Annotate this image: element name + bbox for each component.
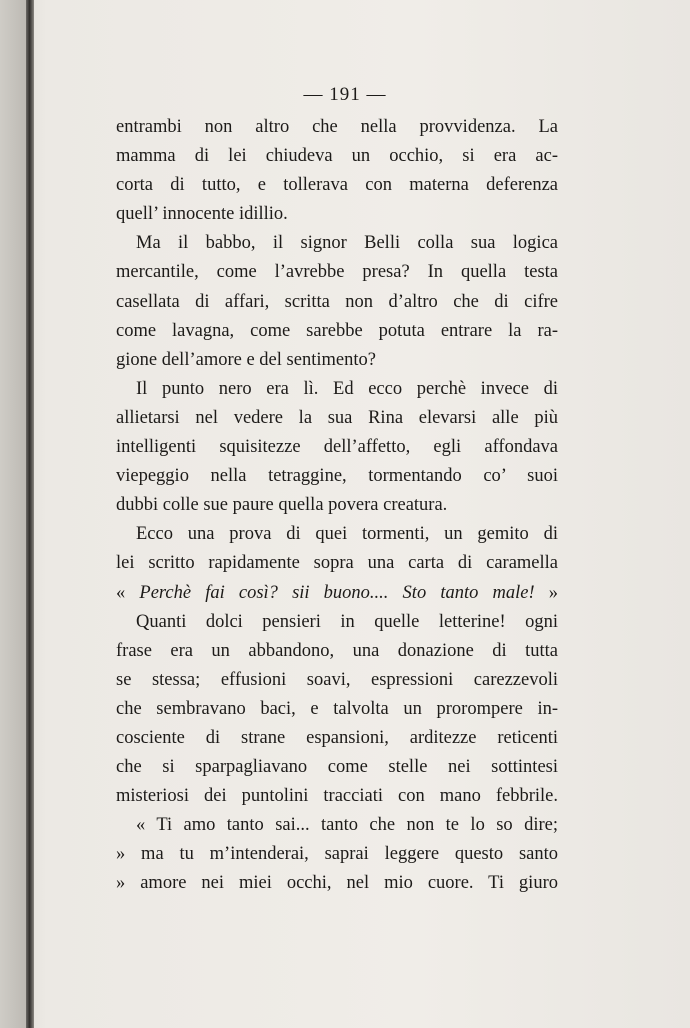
- page-binding-edge: [26, 0, 34, 1028]
- text-line: che si sparpagliavano come stelle nei sottintesi: [116, 757, 558, 778]
- text-line: viepeggio nella tetraggine, tormentando co’ suoi: [116, 466, 558, 487]
- quoted-note-italic: Perchè fai così? sii buono.... Sto tanto male!: [139, 582, 535, 603]
- text-line: mamma di lei chiudeva un occhio, si era ac-: [116, 146, 558, 167]
- text-line: lei scritto rapidamente sopra una carta di caramella: [116, 553, 558, 574]
- body-text: [116, 113, 558, 899]
- text-line: « Ti amo tanto sai... tanto che non te lo so dire;: [136, 815, 558, 836]
- text-line: Ma il babbo, il signor Belli colla sua logica: [136, 233, 558, 254]
- close-quote: »: [548, 582, 559, 603]
- text-line: se stessa; effusioni soavi, espressioni carezzevoli: [116, 669, 558, 690]
- text-line: casellata di affari, scritta non d’altro che di cifre: [116, 291, 558, 312]
- text-line: Il punto nero era lì. Ed ecco perchè invece di: [136, 378, 558, 399]
- text-line: dubbi colle sue paure quella povera creatura.: [116, 495, 448, 516]
- text-line: quell’ innocente idillio.: [116, 204, 288, 225]
- text-line: Quanti dolci pensieri in quelle letterine! ogni: [136, 611, 558, 632]
- open-quote: «: [116, 582, 126, 603]
- text-line: frase era un abbandono, una donazione di tutta: [116, 640, 558, 661]
- text-line: intelligenti squisitezze dell’affetto, egli affondava: [116, 437, 558, 458]
- page-gutter-shadow: [0, 0, 26, 1028]
- text-line: corta di tutto, e tollerava con materna deferenza: [116, 175, 558, 196]
- text-line: come lavagna, come sarebbe potuta entrare la ra-: [116, 320, 558, 341]
- text-line: cosciente di strane espansioni, arditezze reticenti: [116, 727, 558, 748]
- text-line: allietarsi nel vedere la sua Rina elevarsi alle più: [116, 407, 558, 428]
- text-line: mercantile, come l’avrebbe presa? In quella testa: [116, 262, 558, 283]
- page-number: — 191 —: [303, 84, 387, 105]
- text-line: » ma tu m’intenderai, saprai leggere questo santo: [116, 844, 558, 865]
- text-line: entrambi non altro che nella provvidenza. La: [116, 117, 558, 137]
- text-line: Ecco una prova di quei tormenti, un gemito di: [136, 524, 558, 545]
- text-line: che sembravano baci, e talvolta un prorompere in-: [116, 698, 558, 719]
- quoted-note-line: [116, 579, 558, 608]
- text-line: misteriosi dei puntolini tracciati con mano febbrile.: [116, 786, 558, 807]
- text-line: gione dell’amore e del sentimento?: [116, 349, 376, 370]
- text-line: » amore nei miei occhi, nel mio cuore. Ti giuro: [116, 873, 558, 894]
